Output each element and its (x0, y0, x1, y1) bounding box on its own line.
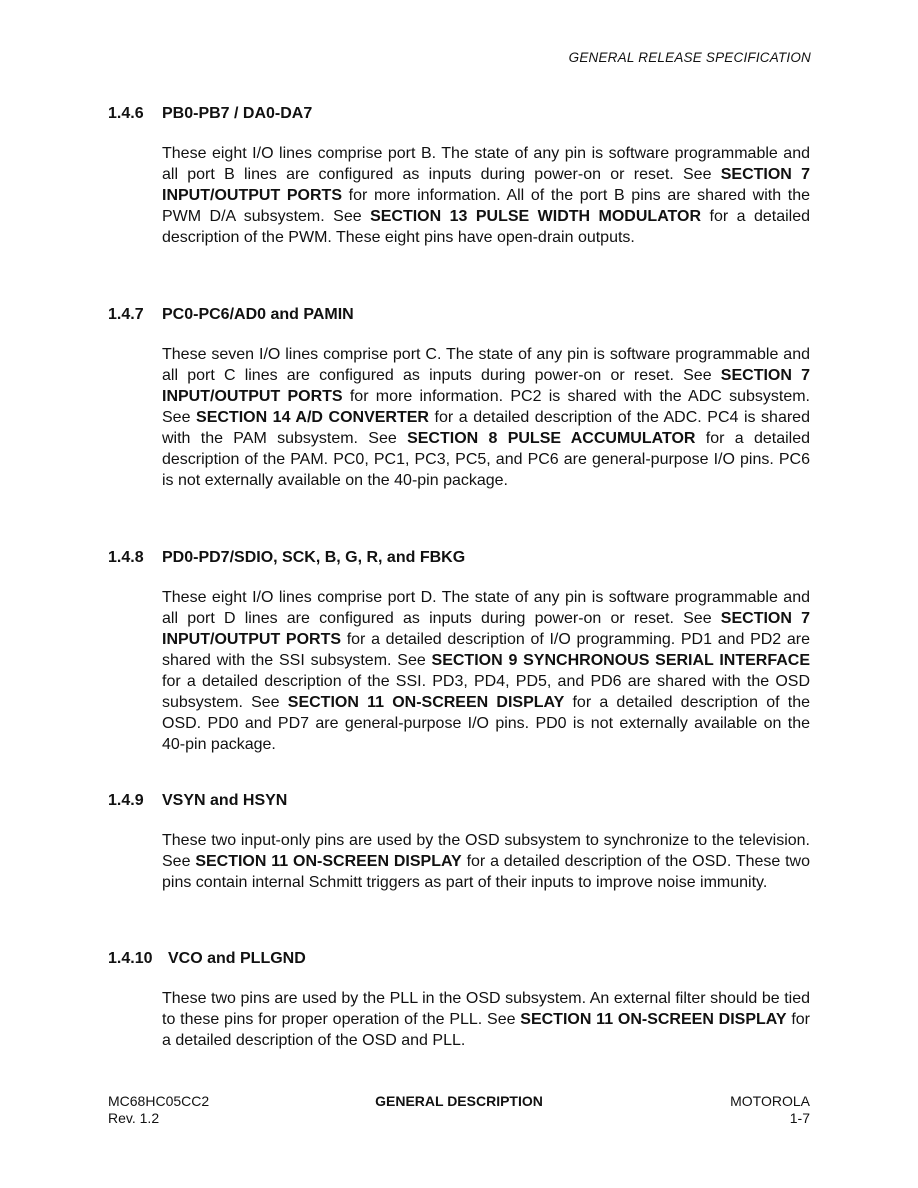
section-paragraph (162, 143, 810, 248)
section-heading (108, 950, 306, 968)
section-reference: SECTION 7 INPUT/OUTPUT PORTS (162, 166, 810, 204)
section-title: PC0-PC6/AD0 and PAMIN (162, 306, 354, 323)
section-paragraph (162, 344, 810, 491)
company-name: MOTOROLA (730, 1093, 810, 1109)
text-run: for more information. PC2 is shared with the ADC subsystem. See (162, 388, 810, 426)
section-number: 1.4.6 (108, 105, 144, 122)
section-reference: SECTION 13 PULSE WIDTH MODULATOR (370, 208, 702, 225)
section-reference: SECTION 14 A/D CONVERTER (196, 409, 429, 426)
section-reference: SECTION 9 SYNCHRONOUS SERIAL INTERFACE (431, 652, 810, 669)
footer-right (730, 1093, 810, 1127)
text-run: for a detailed description of the SSI. PD3, PD4, PD5, and PD6 are shared with the OSD subsystem. See (162, 673, 810, 711)
section-title: VSYN and HSYN (162, 792, 288, 809)
section-heading (108, 306, 354, 324)
text-run: for a detailed description of I/O programming. PD1 and PD2 are shared with the SSI subsystem. See (162, 631, 811, 669)
page-header: GENERAL RELEASE SPECIFICATION (568, 50, 811, 65)
text-run: for a detailed description of the PAM. PC0, PC1, PC3, PC5, and PC6 are general-purpose I/O pins. PC6 is not externally available on the 40-pin package. (162, 430, 811, 489)
section-title: PD0-PD7/SDIO, SCK, B, G, R, and FBKG (162, 549, 466, 566)
section-reference: SECTION 11 ON-SCREEN DISPLAY (287, 694, 565, 711)
section-title: PB0-PB7 / DA0-DA7 (162, 105, 313, 122)
revision: Rev. 1.2 (108, 1110, 160, 1126)
text-run: These two pins are used by the PLL in the OSD subsystem. An external filter should be tied to these pins for proper operation of the PLL. See (162, 990, 810, 1028)
footer-chapter: GENERAL DESCRIPTION (375, 1093, 543, 1109)
page-number: 1-7 (789, 1110, 810, 1126)
text-run: for a detailed description of the ADC. PC4 is shared with the PAM subsystem. See (162, 409, 810, 447)
text-run: for a detailed description of the OSD. PD0 and PD7 are general-purpose I/O pins. PD0 is not externally available on the 40-pin package. (162, 694, 811, 753)
text-run: These two input-only pins are used by the OSD subsystem to synchronize to the television. See (162, 832, 810, 870)
section-number: 1.4.9 (108, 792, 144, 809)
text-run: These eight I/O lines comprise port D. The state of any pin is software programmable and all port D lines are configured as inputs during power-on or reset. See (162, 589, 810, 627)
section-heading (108, 105, 312, 123)
section-reference: SECTION 8 PULSE ACCUMULATOR (407, 430, 696, 447)
section-paragraph (162, 988, 810, 1051)
text-run: for a detailed description of the OSD and PLL. (162, 1011, 811, 1049)
section-heading (108, 549, 465, 567)
section-paragraph (162, 830, 810, 893)
section-reference: SECTION 7 INPUT/OUTPUT PORTS (162, 367, 810, 405)
section-paragraph (162, 587, 810, 755)
part-number: MC68HC05CC2 (108, 1093, 210, 1109)
text-run: for more information. All of the port B pins are shared with the PWM D/A subsystem. See (162, 187, 811, 225)
text-run: These seven I/O lines comprise port C. The state of any pin is software programmable and all port C lines are configured as inputs during power-on or reset. See (162, 346, 810, 384)
text-run: These eight I/O lines comprise port B. The state of any pin is software programmable and all port B lines are configured as inputs during power-on or reset. See (162, 145, 810, 183)
section-title: VCO and PLLGND (168, 950, 306, 967)
section-reference: SECTION 11 ON-SCREEN DISPLAY (520, 1011, 787, 1028)
section-heading (108, 792, 287, 810)
text-run: for a detailed description of the PWM. These eight pins have open-drain outputs. (162, 208, 810, 246)
section-number: 1.4.8 (108, 549, 144, 566)
section-reference: SECTION 11 ON-SCREEN DISPLAY (195, 853, 462, 870)
section-number: 1.4.7 (108, 306, 144, 323)
section-number: 1.4.10 (108, 950, 153, 967)
text-run: for a detailed description of the OSD. These two pins contain internal Schmitt triggers as part of their inputs to improve noise immunity. (162, 853, 811, 891)
section-reference: SECTION 7 INPUT/OUTPUT PORTS (162, 610, 810, 648)
